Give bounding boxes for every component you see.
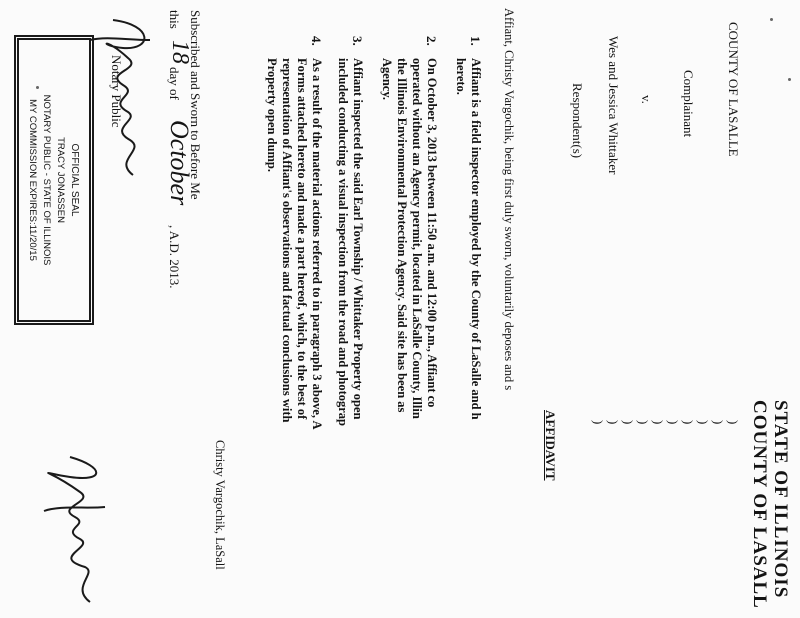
paragraph-2-line-1: On October 3, 2013 between 11:50 a.m. and 12:00 p.m., Affiant co xyxy=(425,58,439,408)
caption-county: COUNTY OF LASALLE xyxy=(726,22,741,157)
scan-speck xyxy=(770,18,773,21)
rotated-document: STATE OF ILLINOIS COUNTY OF LASALL COUNTY OF LASALLE Complainant v. Wes and Jessica Whittaker Respondent(s) ) ) ) ) ) ) ) ) ) ) AFFIDAVIT Affiant, Christy Vargochik, being first duly sworn, voluntarily deposes and s 1. Affiant is a field inspector employed by the County of LaSalle and h hereto. 2. On October 3, 2013 between 11:50 a.m. and 12:00 p.m., Affiant co operated without an Agency permit, located in LaSalle County, Illin the Illinois Environmental Protection Agency. Said site has been as Agency. 3. Affiant inspected the said Earl Township / Whittaker Property open included conducting a visual inspection from the road and photograp 4. As a result of the material actions referred to in paragraph 3 above, A Forms attached hereto and made a part hereof, which, to the best of representation of Affiant's observations and factual conclusions with Property open dump. Christy Vargochik, LaSall Subscribed and Sworn to Before Me this 18 day of October , A.D. 2013. Notary Public OFFICIAL SEAL TRACY JONASSEN NOTARY PUBLIC - STATE OF ILLINOIS MY COMMISSION EXPIRES:11/20/15 xyxy=(0,0,800,618)
caption-complainant: Complainant xyxy=(681,70,696,138)
jurat-line-1: Subscribed and Sworn to Before Me xyxy=(188,10,203,200)
jurat-day-value: 18 xyxy=(167,40,193,64)
caption-respondents-names: Wes and Jessica Whittaker xyxy=(606,36,621,175)
paragraph-2-number: 2. xyxy=(424,36,439,46)
paragraph-1-number: 1. xyxy=(468,36,483,46)
seal-line-1: OFFICIAL SEAL xyxy=(69,143,80,217)
caption-versus: v. xyxy=(639,95,654,104)
jurat-day-of: day of xyxy=(167,67,182,100)
affidavit-title: AFFIDAVIT xyxy=(543,410,558,481)
seal-line-3: NOTARY PUBLIC - STATE OF ILLINOIS xyxy=(41,94,52,266)
paragraph-4-line-4: Property open dump. xyxy=(265,58,279,173)
scan-speck xyxy=(788,78,791,81)
affiant-name-line: Christy Vargochik, LaSall xyxy=(213,440,227,570)
paragraph-4-number: 4. xyxy=(309,36,324,46)
paragraph-4-line-1: As a result of the material actions referred to in paragraph 3 above, A xyxy=(310,58,324,430)
seal-line-4: MY COMMISSION EXPIRES:11/20/15 xyxy=(27,99,38,261)
paragraph-4-line-2: Forms attached hereto and made a part hereof, which, to the best of xyxy=(295,58,309,420)
paragraph-2-line-4: Agency. xyxy=(380,58,394,101)
paragraph-2-line-3: the Illinois Environmental Protection Agency. Said site has been as xyxy=(395,58,409,413)
notary-label: Notary Public xyxy=(109,55,124,128)
paragraph-3-line-2: included conducting a visual inspection from the road and photograp xyxy=(336,58,350,427)
jurat-year: , A.D. 2013. xyxy=(167,225,182,289)
paragraph-1-line-2: hereto. xyxy=(454,58,468,95)
state-heading: STATE OF ILLINOIS xyxy=(770,400,791,599)
paragraph-3-line-1: Affiant inspected the said Earl Township / Whittaker Property open xyxy=(351,58,365,420)
official-seal xyxy=(14,35,94,325)
paragraph-3-number: 3. xyxy=(350,36,365,46)
caption-respondents-label: Respondent(s) xyxy=(570,83,585,159)
paragraph-2-line-2: operated without an Agency permit, located in LaSalle County, Illin xyxy=(410,58,424,419)
paragraph-1-line-1: Affiant is a field inspector employed by the County of LaSalle and h xyxy=(469,58,483,420)
affiant-signature xyxy=(35,447,110,607)
county-heading: COUNTY OF LASALL xyxy=(749,400,770,609)
jurat-month-value: October xyxy=(165,120,194,206)
seal-line-2: TRACY JONASSEN xyxy=(55,137,66,223)
jurat-this: this xyxy=(167,10,182,29)
scan-speck xyxy=(36,86,39,89)
paragraph-4-line-3: representation of Affiant's observations and factual conclusions with xyxy=(280,58,294,423)
intro-text: Affiant, Christy Vargochik, being first duly sworn, voluntarily deposes and s xyxy=(502,8,516,391)
